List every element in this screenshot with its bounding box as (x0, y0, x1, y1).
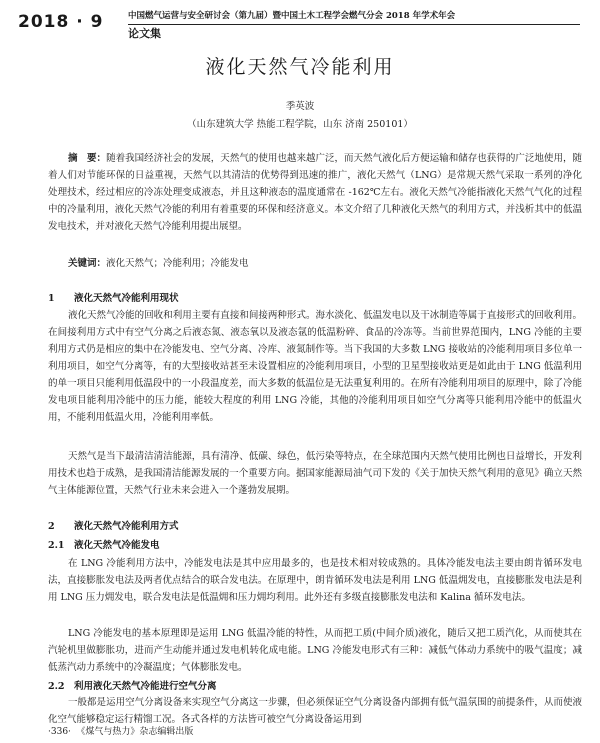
header-year: 2018 · 9 (18, 12, 104, 32)
section-2-2-number: 2.2 (48, 681, 65, 692)
page-number: ·336· (48, 727, 71, 737)
section-2-2-heading (48, 678, 217, 692)
section-1-paragraph-1: 液化天然气冷能的回收和利用主要有直接和间接两种形式。海水淡化、低温发电以及干冰制造等属于直接形式的回收利用。在间接利用方式中有空气分离之后液态氮、液态氧以及液态氩的低温粉碎、食品的冷冻等。当前世界范围内，LNG 冷能的主要利用方式仍是相应的集中在冷能发电、空气分离、冷库、液氮制作等。当下我国的大多数 LNG 接收站的冷能利用项目多位单一利用项目，如空气分离等，有的大型接收站甚至未设置相应的冷能利用项目，小型的卫星型接收站更是如此由于 LNG 低温利用的单一项目只能利用低温段中的一小段温度差，而大多数的低温位是无法重复利用的。在所有冷能利用项目的原理中，除了冷能发电项目能利用冷能中的压力能，能较大程度的利用 LNG 冷能，其他的冷能利用项目如空气分离等只能利用冷能中的低温火用，不能利用低温火用，冷能利用率低。 (48, 310, 582, 423)
section-2-number: 2 (48, 521, 55, 532)
keywords-label: 关键词： (68, 258, 107, 269)
section-2-2-title: 利用液化天然气冷能进行空气分离 (74, 681, 217, 692)
section-2-1-number: 2.1 (48, 540, 65, 551)
page-title: 液化天然气冷能利用 (205, 56, 395, 78)
section-1-number: 1 (48, 293, 55, 304)
keywords (48, 255, 600, 272)
journal-name: 《煤气与热力》杂志编辑出版 (80, 727, 194, 737)
abstract-text: 随着我国经济社会的发展，天然气的使用也越来越广泛，而天然气液化后方便运输和储存也获得的广泛地使用，随着人们对节能环保的日益重视，天然气以其清洁的优势得到迅速的推广，液化天然气（LNG）是常规天然气采取一系列的净化处理技术，经过相应的冷冻处理变成液态，并且这种液态的温度通常在 -162℃左右。液化天然气冷能指液化天然气气化的过程中的冷量利用，液化天然气冷能的利用有着重要的环保和经济意义。本文介绍了几种液化天然气的利用方式，并浅析其中的低温发电技术，并对液化天然气冷能利用提出展望。 (48, 153, 582, 232)
section-2-1-title: 液化天然气冷能发电 (74, 540, 160, 551)
section-1-heading (48, 290, 179, 304)
header-conference: 中国燃气运营与安全研讨会（第九届）暨中国土木工程学会燃气分会 2018 年学术年会 (128, 9, 580, 25)
page-footer (48, 724, 193, 737)
section-2-heading (48, 518, 179, 532)
section-2-1-heading (48, 537, 160, 551)
section-2-1-paragraph-1: 在 LNG 冷能利用方法中，冷能发电法是其中应用最多的，也是技术相对较成熟的。具体冷能发电法主要由朗肯循环发电法，直接膨胀发电法及两者优点结合的联合发电法。在原理中，朗肯循环发电法是利用 LNG 低温㶲发电，直接膨胀发电法是利用 LNG 压力㶲发电，联合发电法是低温㶲和压力㶲均利用。此外还有多级直接膨胀发电法和 Kalina 循环发电法。 (48, 558, 582, 603)
keywords-text: 液化天然气；冷能利用；冷能发电 (106, 258, 249, 269)
section-1-paragraph-2: 天然气是当下最清洁清洁能源，具有清净、低碳、绿色，低污染等特点，在全球范围内天然气使用比例也日益增长，开发利用技术也趋于成熟，是我国清洁能源发展的一个重要方向。据国家能源局油气司下发的《关于加快天然气利用的意见》确立天然气主体能源位置，天然气行业未来会进入一个蓬勃发展期。 (48, 451, 582, 496)
abstract (48, 150, 582, 235)
author: 季英波 (285, 101, 315, 112)
section-2-2-paragraph-1: 一般都是运用空气分离设备来实现空气分离这一步骤，但必须保证空气分离设备内部拥有低气温氛围的前提条件，从而使液化空气能够稳定运行精馏工况。各式各样的方法皆可被空气分离设备运用到 (48, 697, 582, 725)
abstract-label: 摘 要： (68, 153, 107, 164)
section-1-title: 液化天然气冷能利用现状 (74, 293, 179, 304)
section-2-1-paragraph-2: LNG 冷能发电的基本原理即是运用 LNG 低温冷能的特性，从而把工质(中间介质)液化，随后又把工质汽化，从而使其在汽轮机里做膨胀功，进而产生动能并通过发电机转化成电能。LNG 冷能发电形式有三种：减低气体动力系统中的吸气温度；减低蒸汽动力系统中的冷凝温度；气体膨胀发电。 (48, 628, 582, 673)
affiliation: （山东建筑大学 热能工程学院，山东 济南 250101） (187, 119, 413, 130)
header-column: 论文集 (128, 27, 161, 40)
section-2-title: 液化天然气冷能利用方式 (74, 521, 179, 532)
